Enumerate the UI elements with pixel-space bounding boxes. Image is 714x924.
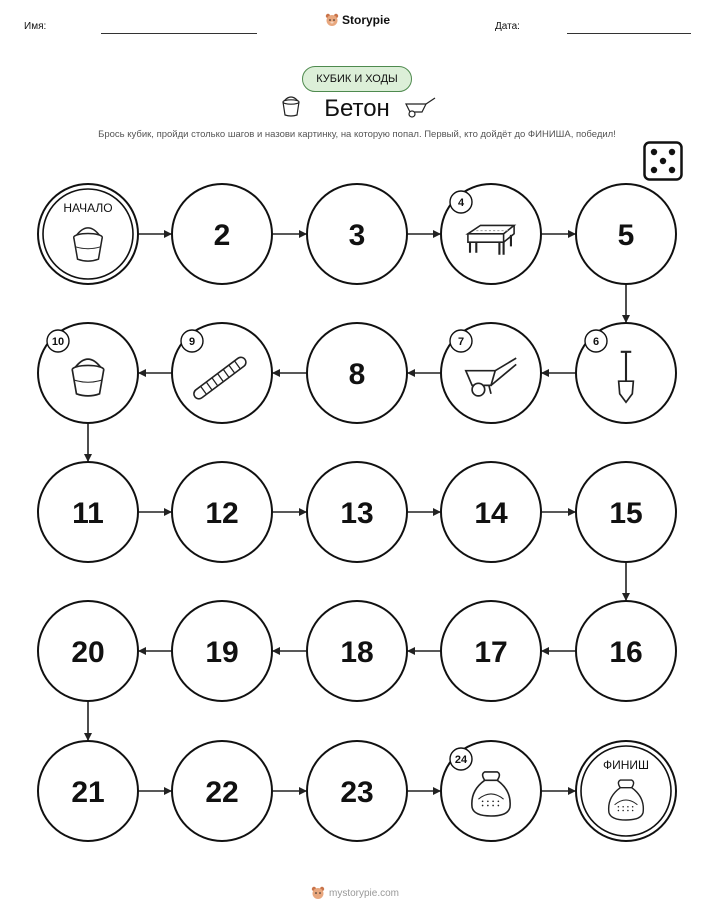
- board-cell[interactable]: [576, 462, 676, 562]
- cell-number: 8: [348, 358, 366, 391]
- cell-number: 5: [617, 219, 635, 252]
- footer: [311, 886, 399, 900]
- path-arrow: [272, 508, 307, 516]
- board-cell[interactable]: [307, 184, 407, 284]
- cell-number-badge: [450, 748, 472, 770]
- path-arrow: [84, 423, 92, 462]
- cell-number: 20: [71, 636, 105, 669]
- page-title: Бетон: [324, 95, 390, 122]
- path-arrow: [407, 369, 441, 377]
- bucket-icon: [74, 228, 103, 261]
- path-arrow: [622, 562, 630, 601]
- path-arrow: [138, 230, 172, 238]
- path-arrow: [84, 701, 92, 741]
- board-cell[interactable]: [172, 601, 272, 701]
- cell-number-badge: [181, 330, 203, 352]
- path-arrow: [541, 508, 576, 516]
- board-cell[interactable]: [38, 741, 138, 841]
- svg-text:24: 24: [454, 754, 468, 766]
- cell-number: 3: [348, 219, 366, 252]
- path-arrow: [541, 787, 576, 795]
- cell-number: 19: [205, 636, 239, 669]
- svg-text:10: 10: [51, 336, 65, 348]
- start-label: НАЧАЛО: [63, 201, 113, 215]
- board-cell[interactable]: [307, 601, 407, 701]
- svg-text:6: 6: [592, 336, 600, 348]
- footer-url: mystorypie.com: [329, 887, 400, 899]
- name-label: Имя:: [24, 21, 47, 32]
- path-arrow: [138, 647, 172, 655]
- cell-number: 17: [474, 636, 508, 669]
- svg-text:7: 7: [457, 336, 465, 348]
- cell-number-badge: [585, 330, 607, 352]
- board-cell[interactable]: [38, 601, 138, 701]
- cell-number-badge: [450, 191, 472, 213]
- cell-number-badge: [450, 330, 472, 352]
- cell-number: 16: [609, 636, 643, 669]
- path-arrow: [407, 787, 441, 795]
- path-arrow: [541, 647, 576, 655]
- svg-text:4: 4: [457, 197, 465, 209]
- cell-number: 11: [72, 497, 104, 530]
- board-cell[interactable]: [441, 601, 541, 701]
- path-arrow: [138, 508, 172, 516]
- board-cell[interactable]: [576, 184, 676, 284]
- board-cell[interactable]: [38, 462, 138, 562]
- cell-number: 18: [340, 636, 374, 669]
- bucket-icon: [72, 359, 104, 396]
- instructions-text: Брось кубик, пройди столько шагов и назови картинку, на которую попал. Первый, кто дойдёт до ФИНИША, победил!: [98, 129, 616, 140]
- cell-number: 14: [474, 497, 508, 530]
- cell-number: 21: [71, 776, 105, 809]
- brand-name: Storypie: [342, 13, 391, 27]
- path-arrow: [138, 787, 172, 795]
- date-label: Дата:: [495, 21, 520, 32]
- path-arrow: [407, 508, 441, 516]
- finish-label: ФИНИШ: [602, 758, 650, 772]
- path-arrow: [272, 647, 307, 655]
- board-cell[interactable]: [172, 462, 272, 562]
- board-cell[interactable]: [307, 462, 407, 562]
- cell-number: 23: [340, 776, 374, 809]
- game-type-badge: КУБИК И ХОДЫ: [302, 66, 412, 92]
- board-cell[interactable]: [172, 184, 272, 284]
- cell-number: 22: [205, 776, 239, 809]
- board-cell[interactable]: [172, 741, 272, 841]
- cell-number: 15: [609, 497, 643, 530]
- cell-number: 13: [340, 497, 374, 530]
- board-cell[interactable]: [576, 601, 676, 701]
- cell-number: 12: [205, 497, 239, 530]
- bear-logo-icon: [311, 886, 325, 900]
- path-arrow: [272, 787, 307, 795]
- cell-number: 2: [213, 219, 231, 252]
- path-arrow: [272, 369, 307, 377]
- path-arrow: [541, 369, 576, 377]
- path-arrow: [541, 230, 576, 238]
- svg-text:9: 9: [188, 336, 196, 348]
- board-cell[interactable]: [441, 462, 541, 562]
- path-arrow: [407, 230, 441, 238]
- path-arrow: [407, 647, 441, 655]
- path-arrow: [138, 369, 172, 377]
- board-cell[interactable]: [307, 741, 407, 841]
- board-cell[interactable]: [307, 323, 407, 423]
- path-arrow: [622, 284, 630, 323]
- path-arrow: [272, 230, 307, 238]
- cell-number-badge: [47, 330, 69, 352]
